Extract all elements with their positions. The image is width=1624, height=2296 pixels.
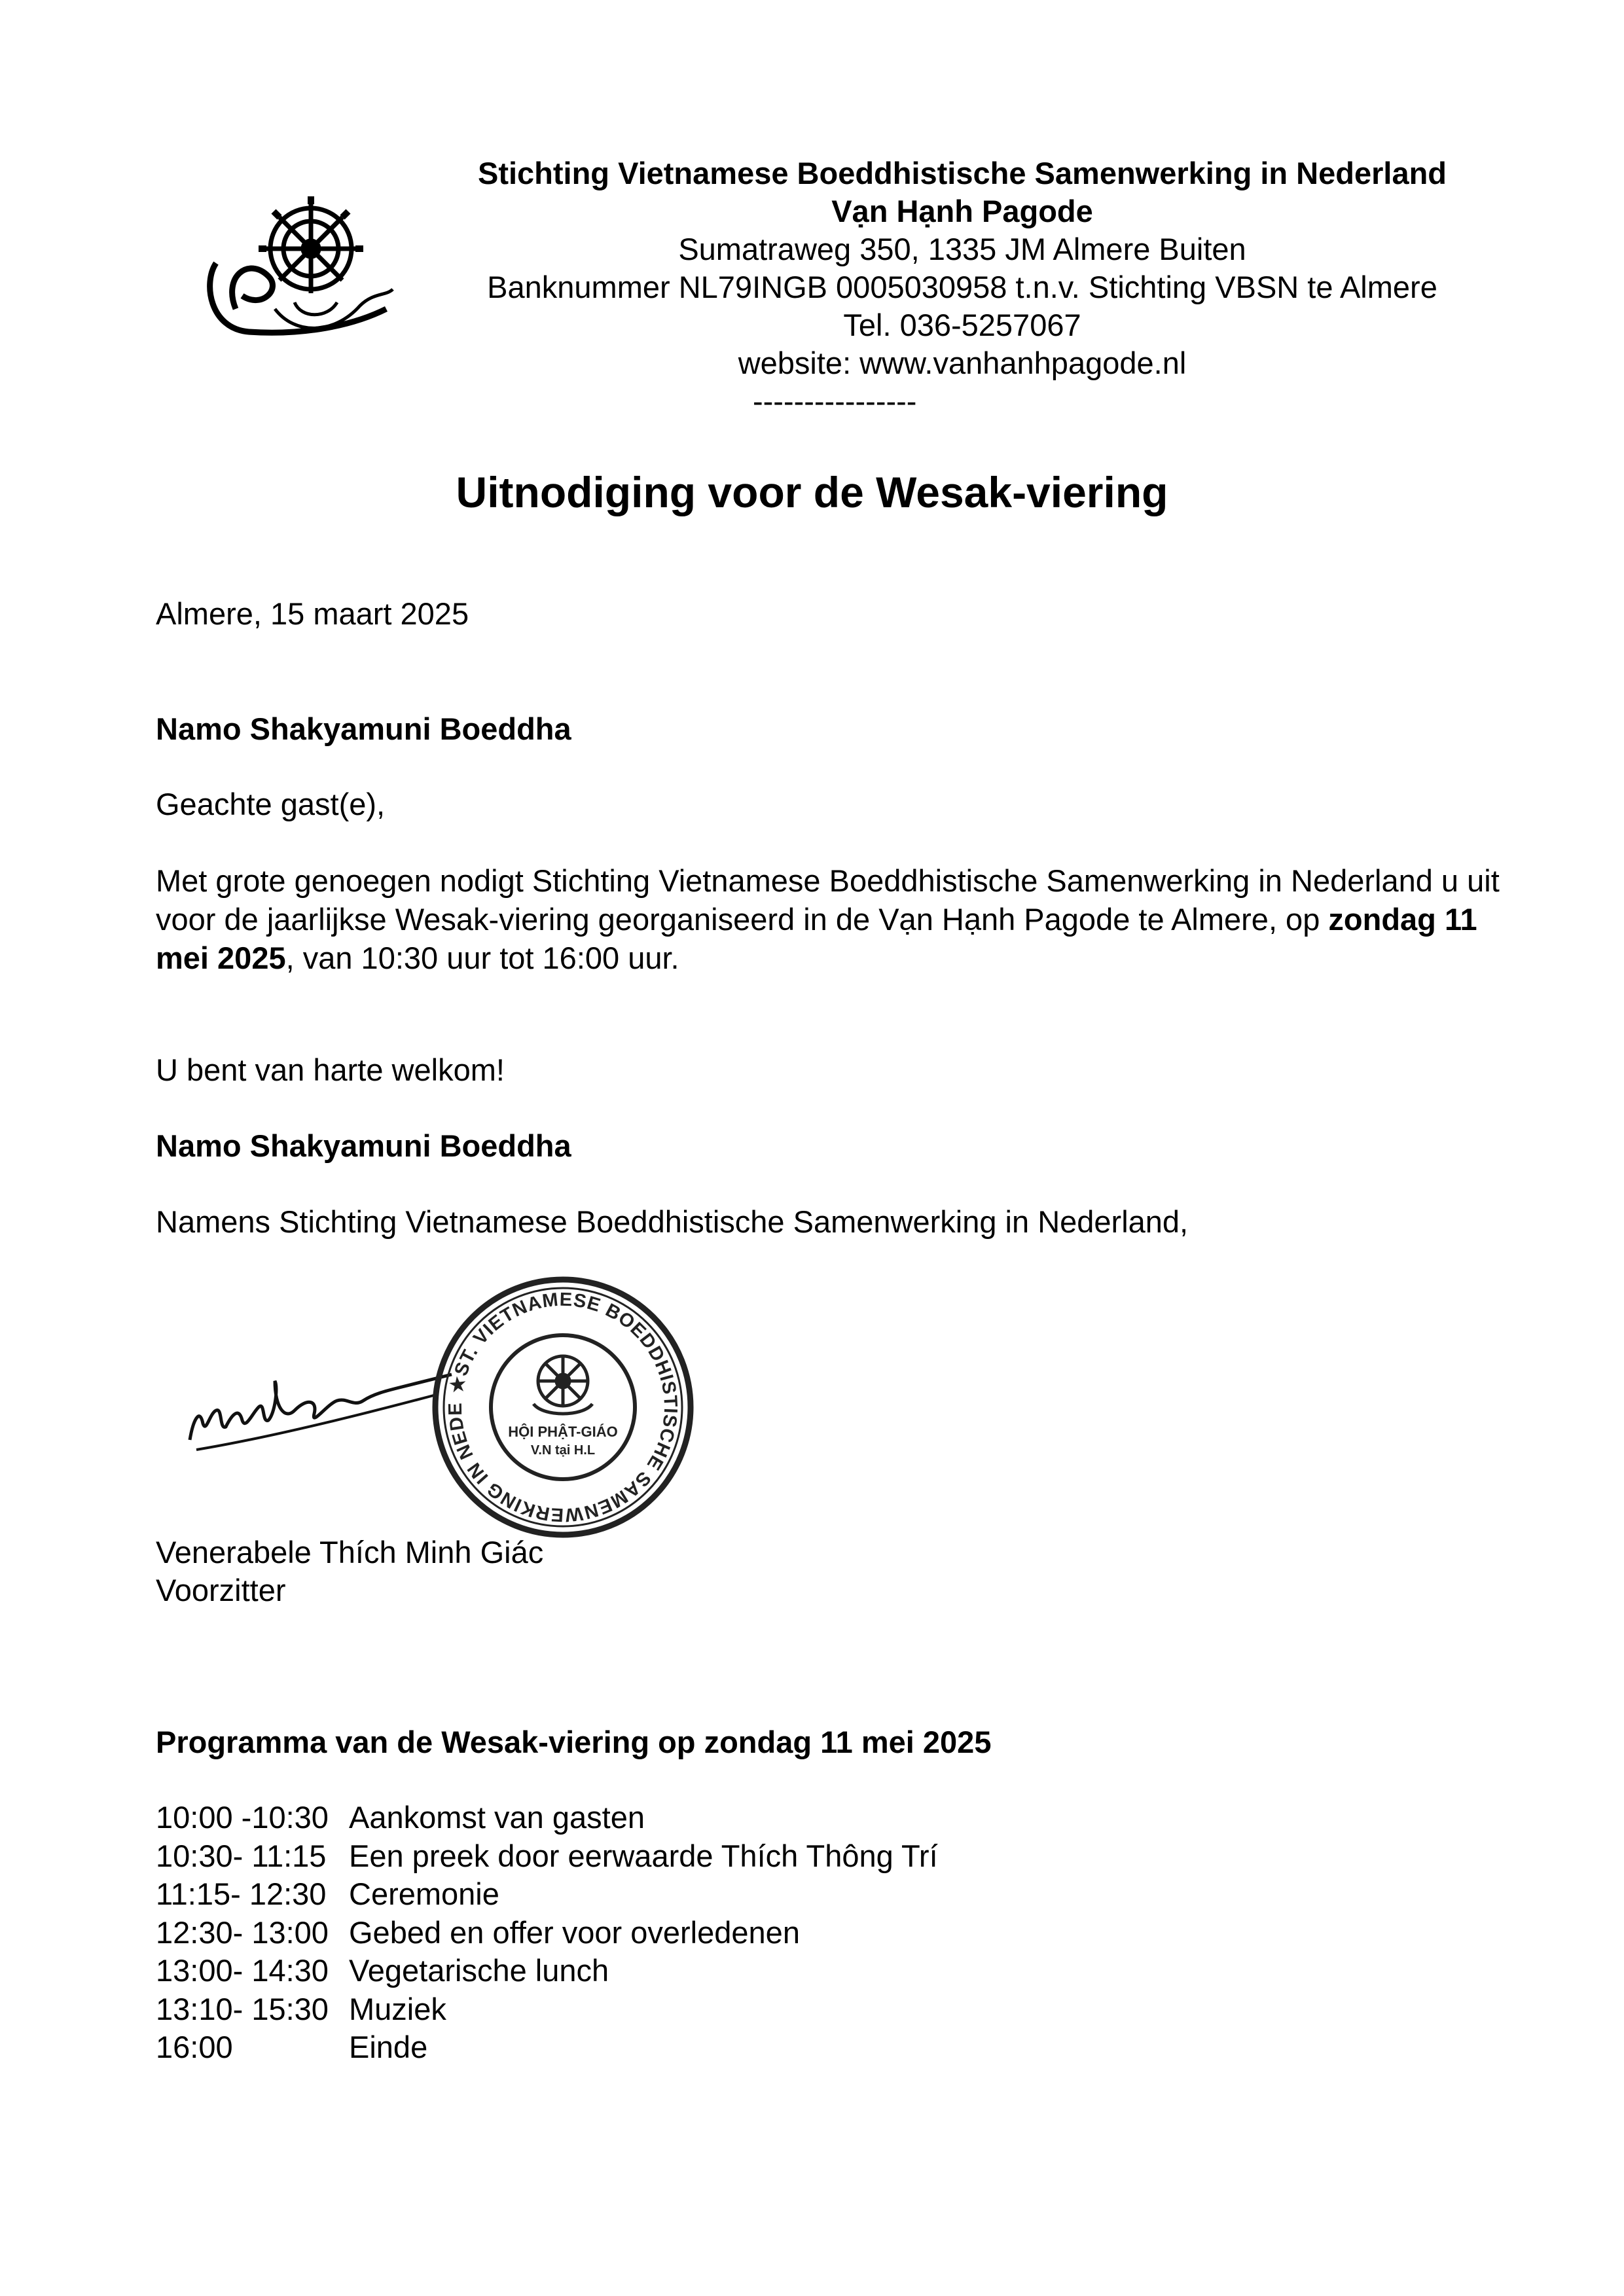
invitation-paragraph	[156, 861, 1517, 977]
program-schedule	[156, 1799, 938, 2067]
schedule-row	[156, 2028, 938, 2067]
stamp-inner-line-1: HỘI PHẬT-GIÁO	[508, 1424, 618, 1440]
on-behalf-text: Namens Stichting Vietnamese Boeddhistische Samenwerking in Nederland,	[156, 1204, 1189, 1239]
phone: Tel. 036-5257067	[843, 308, 1081, 342]
invitation-text-1: Met grote genoegen nodigt Stichting Vietnamese Boeddhistische Samenwerking in Nederland u uit voor de jaarlijkse Wesak-viering georganiseerd in de Vạn Hạnh Pagode te Almere, op	[156, 863, 1500, 937]
header-separator: ----------------	[753, 384, 917, 418]
schedule-activity: Aankomst van gasten	[349, 1800, 645, 1835]
schedule-row	[156, 1914, 938, 1952]
opening-invocation: Namo Shakyamuni Boeddha	[156, 711, 571, 746]
schedule-row	[156, 1990, 938, 2029]
schedule-time: 13:10- 15:30	[156, 1991, 329, 2026]
stamp-inner-line-2: V.N tại H.L	[530, 1443, 596, 1458]
schedule-time: 16:00	[156, 2030, 233, 2064]
schedule-activity: Ceremonie	[349, 1876, 499, 1911]
schedule-time: 11:15- 12:30	[156, 1876, 327, 1911]
place-date: Almere, 15 maart 2025	[156, 596, 469, 631]
schedule-row	[156, 1837, 938, 1876]
schedule-row	[156, 1799, 938, 1837]
schedule-time: 13:00- 14:30	[156, 1953, 329, 1988]
document-title: Uitnodiging voor de Wesak-viering	[456, 468, 1168, 516]
stamp-ring-text: ★ST. VIETNAMESE BOEDDHISTISCHE SAMENWERKING IN NEDE	[444, 1289, 681, 1526]
schedule-time: 12:30- 13:00	[156, 1914, 329, 1950]
schedule-activity: Muziek	[349, 1991, 446, 2026]
signer-role: Voorzitter	[156, 1573, 286, 1607]
dharma-wheel-logo	[196, 178, 406, 348]
invitation-text-2: , van 10:30 uur tot 16:00 uur.	[285, 941, 679, 975]
address: Sumatraweg 350, 1335 JM Almere Buiten	[678, 232, 1246, 266]
handwritten-signature	[177, 1342, 465, 1466]
schedule-activity: Een preek door eerwaarde Thích Thông Trí	[349, 1838, 938, 1873]
signer-name: Venerabele Thích Minh Giác	[156, 1535, 544, 1570]
website: website: www.vanhanhpagode.nl	[738, 346, 1187, 380]
letterhead	[406, 154, 1519, 429]
closing-invocation: Namo Shakyamuni Boeddha	[156, 1128, 571, 1163]
schedule-activity: Vegetarische lunch	[349, 1953, 609, 1988]
schedule-time: 10:00 -10:30	[156, 1800, 329, 1835]
program-heading: Programma van de Wesak-viering op zondag 11 mei 2025	[156, 1725, 992, 1759]
schedule-row	[156, 1875, 938, 1914]
stamp-wheel-icon	[533, 1355, 592, 1414]
schedule-activity: Gebed en offer voor overledenen	[349, 1914, 800, 1950]
schedule-time: 10:30- 11:15	[156, 1838, 327, 1873]
bank-account: Banknummer NL79INGB 0005030958 t.n.v. Stichting VBSN te Almere	[487, 270, 1437, 304]
welcome-text: U bent van harte welkom!	[156, 1052, 505, 1087]
schedule-activity: Einde	[349, 2030, 428, 2064]
schedule-row	[156, 1952, 938, 1990]
organization-stamp	[425, 1270, 700, 1545]
pagoda-name: Vạn Hạnh Pagode	[831, 194, 1093, 228]
salutation: Geachte gast(e),	[156, 787, 386, 821]
org-name: Stichting Vietnamese Boeddhistische Samenwerking in Nederland	[477, 156, 1447, 190]
event-date: zondag 11 mei 2025	[156, 902, 1477, 975]
